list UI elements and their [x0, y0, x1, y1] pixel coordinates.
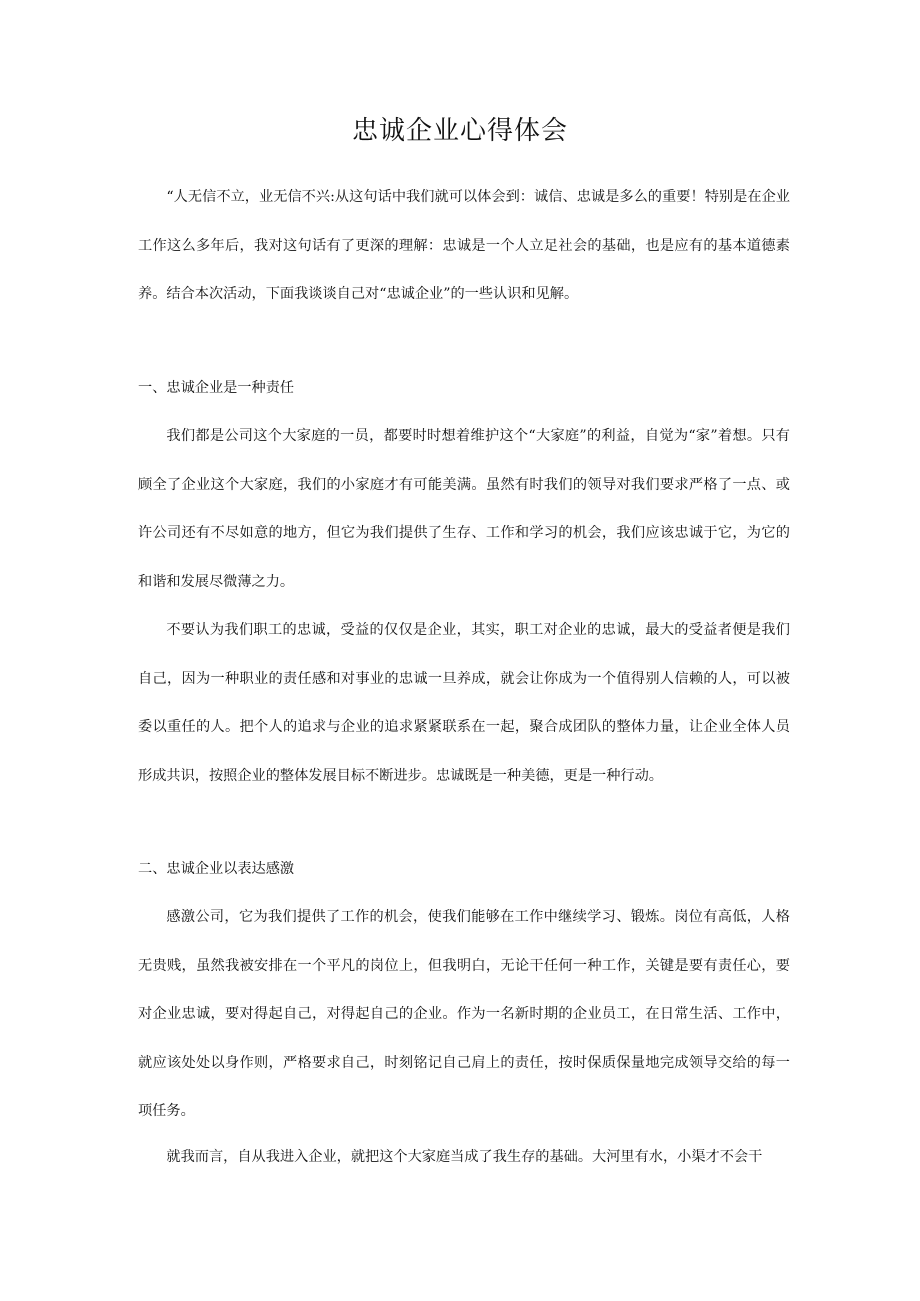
intro-paragraph: “人无信不立，业无信不兴:从这句话中我们就可以体会到：诚信、忠诚是多么的重要！特别是在企业工作这么多年后，我对这句话有了更深的理解：忠诚是一个人立足社会的基础，也是应有的基本道德素养。结合本次活动，下面我谈谈自己对“忠诚企业”的一些认识和见解。: [138, 189, 790, 302]
document-title: 忠诚企业心得体会: [351, 116, 568, 146]
section-1-paragraph-2: 不要认为我们职工的忠诚，受益的仅仅是企业，其实，职工对企业的忠诚，最大的受益者便是我们自己，因为一种职业的责任感和对事业的忠诚一旦养成，就会让你成为一个值得别人信赖的人，可以被委以重任的人。把个人的追求与企业的追求紧紧联系在一起，聚合成团队的整体力量，让企业全体人员形成共识，按照企业的整体发展目标不断进步。忠诚既是一种美德，更是一种行动。: [138, 622, 790, 784]
section-2-paragraph-1: 感激公司，它为我们提供了工作的机会，使我们能够在工作中继续学习、锻炼。岗位有高低，人格无贵贱，虽然我被安排在一个平凡的岗位上，但我明白，无论干任何一种工作，关键是要有责任心，要对企业忠诚，要对得起自己，对得起自己的企业。作为一名新时期的企业员工，在日常生活、工作中，就应该处处以身作则，严格要求自己，时刻铭记自己肩上的责任，按时保质保量地完成领导交给的每一项任务。: [138, 909, 790, 1119]
section-1-heading: 一、忠诚企业是一种责任: [138, 380, 295, 396]
section-2-paragraph-2: 就我而言，自从我进入企业，就把这个大家庭当成了我生存的基础。大河里有水，小渠才不会干: [166, 1149, 763, 1165]
section-2-heading: 二、忠诚企业以表达感激: [138, 861, 295, 877]
section-1-paragraph-1: 我们都是公司这个大家庭的一员，都要时时想着维护这个“大家庭”的利益，自觉为“家”着想。只有顾全了企业这个大家庭，我们的小家庭才有可能美满。虽然有时我们的领导对我们要求严格了一点、或许公司还有不尽如意的地方，但它为我们提供了生存、工作和学习的机会，我们应该忠诚于它，为它的和谐和发展尽微薄之力。: [138, 428, 790, 590]
